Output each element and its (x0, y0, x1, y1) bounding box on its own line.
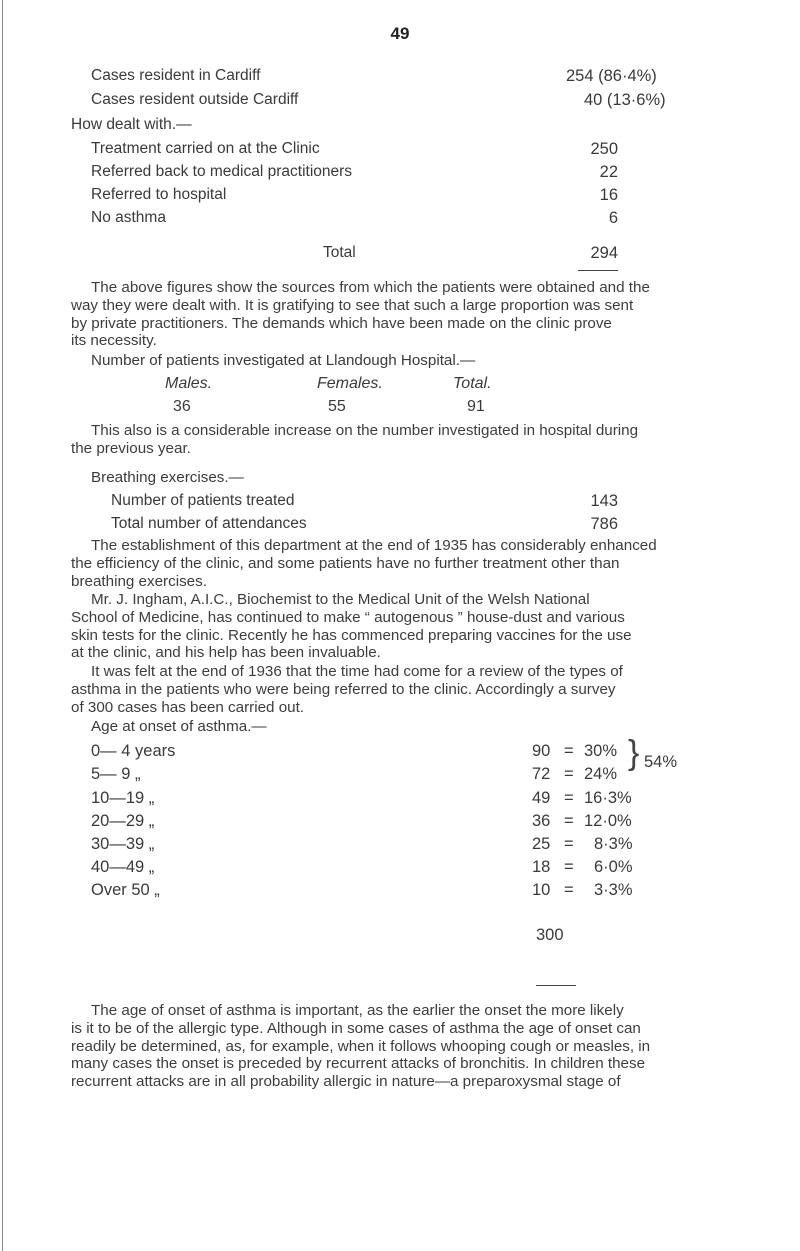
paragraph-survey (71, 663, 731, 716)
llandough-value-males: 36 (173, 398, 191, 415)
text-line: at the clinic, and his help has been invaluable. (71, 644, 381, 662)
age-count-40-49: 18 (532, 858, 551, 876)
age-total-rule (536, 985, 576, 986)
dealt-value-clinic: 250 (590, 140, 618, 158)
page-edge-line (2, 0, 3, 1251)
text-line: is it to be of the allergic type. Although in some cases of asthma the age of onset can (71, 1019, 641, 1037)
dealt-value-no-asthma: 6 (608, 209, 618, 227)
age-equals: = (564, 765, 574, 783)
text-line: Mr. J. Ingham, A.I.C., Biochemist to the Medical Unit of the Welsh National (91, 591, 590, 608)
dealt-label-clinic: Treatment carried on at the Clinic (91, 140, 320, 157)
llandough-header-total: Total. (453, 375, 492, 392)
dealt-value-hospital: 16 (599, 186, 618, 204)
breathing-value-patients: 143 (590, 492, 618, 510)
total-rule (578, 270, 618, 271)
paragraph-age-onset (71, 1002, 731, 1091)
text-line: the previous year. (71, 439, 191, 457)
age-equals: = (564, 881, 574, 899)
text-line: asthma in the patients who were being referred to the clinic. Accordingly a survey (71, 680, 616, 698)
residence-value-cardiff: 254 (86·4%) (566, 67, 657, 85)
dealt-label-practitioners: Referred back to medical practitioners (91, 163, 353, 180)
age-label-over-50: Over 50 „ (91, 881, 160, 899)
age-label-20-29: 20—29 „ (91, 812, 155, 830)
residence-label-outside: Cases resident outside Cardiff (91, 91, 299, 108)
age-label-40-49: 40—49 „ (91, 858, 155, 876)
text-line: This also is a considerable increase on the number investigated in hospital during (91, 422, 639, 439)
llandough-header-males: Males. (165, 375, 213, 392)
age-pct-0-4: 30% (584, 742, 618, 760)
age-total: 300 (536, 926, 564, 944)
age-label-30-39: 30—39 „ (91, 835, 155, 853)
text-line: The establishment of this department at the end of 1935 has considerably enhanced (91, 537, 657, 554)
age-pct-40-49: 6·0% (594, 858, 633, 876)
age-label-0-4: 0— 4 years (91, 742, 176, 760)
text-line: the efficiency of the clinic, and some patients have no further treatment other than (71, 554, 620, 572)
age-equals: = (564, 858, 574, 876)
paragraph-ingham (71, 591, 731, 662)
paragraph-increase (71, 422, 731, 458)
text-line: readily be determined, as, for example, when it follows whooping cough or measles, in (71, 1037, 651, 1055)
text-line: It was felt at the end of 1936 that the time had come for a review of the types of (91, 663, 623, 680)
age-count-5-9: 72 (532, 765, 551, 783)
text-line: School of Medicine, has continued to make “ autogenous ” house-dust and various (71, 608, 625, 626)
age-brace-pct: 54% (644, 753, 678, 771)
age-label-5-9: 5— 9 „ (91, 765, 141, 783)
age-pct-10-19: 16·3% (584, 789, 632, 807)
age-count-10-19: 49 (532, 789, 551, 807)
age-count-0-4: 90 (532, 742, 551, 760)
breathing-label-attendances: Total number of attendances (111, 515, 307, 532)
breathing-label-patients: Number of patients treated (111, 492, 295, 509)
dealt-label-no-asthma: No asthma (91, 209, 166, 226)
age-heading: Age at onset of asthma.— (91, 718, 267, 735)
dealt-value-practitioners: 22 (599, 163, 618, 181)
age-equals: = (564, 835, 574, 853)
residence-label-cardiff: Cases resident in Cardiff (91, 67, 261, 84)
age-count-over-50: 10 (532, 881, 551, 899)
llandough-heading: Number of patients investigated at Llandough Hospital.— (91, 352, 476, 369)
text-line: by private practitioners. The demands which have been made on the clinic prove (71, 314, 612, 332)
age-equals: = (564, 812, 574, 830)
dealt-heading: How dealt with.— (71, 116, 192, 133)
text-line: recurrent attacks are in all probability allergic in nature—a preparoxysmal stage of (71, 1073, 621, 1091)
age-count-30-39: 25 (532, 835, 551, 853)
residence-value-outside: 40 (13·6%) (584, 91, 666, 109)
age-pct-5-9: 24% (584, 765, 618, 783)
age-equals: = (564, 742, 574, 760)
breathing-value-attendances: 786 (590, 515, 618, 533)
age-pct-over-50: 3·3% (594, 881, 633, 899)
dealt-label-hospital: Referred to hospital (91, 186, 227, 203)
llandough-value-females: 55 (328, 398, 346, 415)
text-line: The age of onset of asthma is important, as the earlier the onset the more likely (91, 1002, 624, 1019)
paragraph-sources (71, 279, 731, 350)
breathing-heading: Breathing exercises.— (91, 469, 244, 486)
page-number: 49 (390, 24, 410, 43)
text-line: its necessity. (71, 332, 157, 350)
age-label-10-19: 10—19 „ (91, 789, 155, 807)
dealt-total-value: 294 (590, 244, 618, 262)
age-count-20-29: 36 (532, 812, 551, 830)
paragraph-establishment (71, 537, 731, 590)
text-line: skin tests for the clinic. Recently he has commenced preparing vaccines for the use (71, 626, 632, 644)
text-line: The above figures show the sources from which the patients were obtained and the (91, 279, 650, 296)
age-brace: } (628, 734, 640, 772)
text-line: way they were dealt with. It is gratifying to see that such a large proportion was sent (71, 296, 634, 314)
text-line: many cases the onset is preceded by recurrent attacks of bronchitis. In children these (71, 1055, 646, 1073)
age-pct-20-29: 12·0% (584, 812, 632, 830)
text-line: breathing exercises. (71, 572, 207, 590)
text-line: of 300 cases has been carried out. (71, 698, 305, 716)
dealt-total-label: Total (323, 244, 356, 261)
llandough-value-total: 91 (467, 398, 485, 415)
age-equals: = (564, 789, 574, 807)
age-pct-30-39: 8·3% (594, 835, 633, 853)
llandough-header-females: Females. (317, 375, 383, 392)
